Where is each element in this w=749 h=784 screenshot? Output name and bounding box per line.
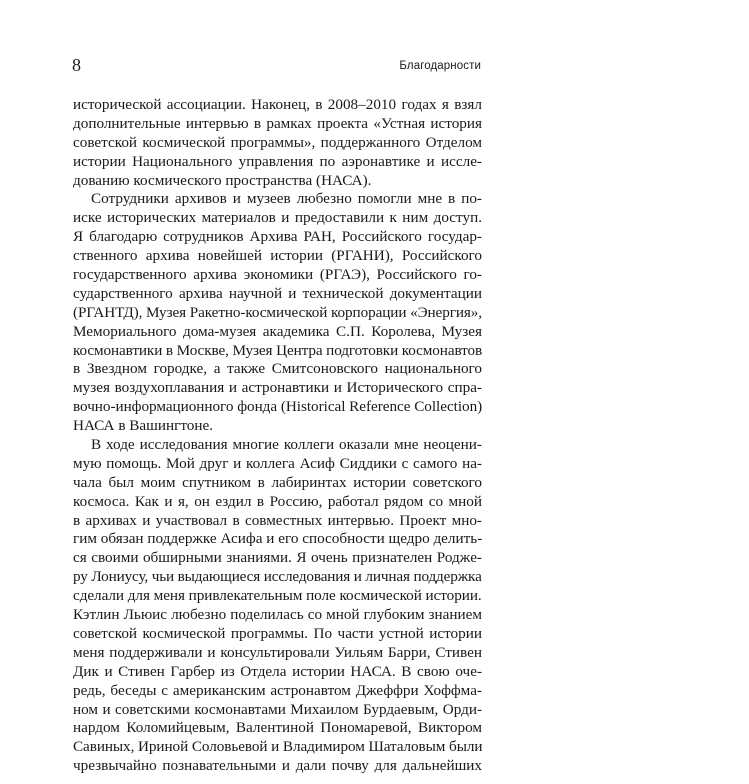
text-line: космонавтики в Москве, Музея Центра подготовки космонавтов xyxy=(73,341,483,359)
text-line: чрезвычайно познавательными и дали почву для дальнейших xyxy=(73,757,482,775)
text-line: сделали для меня привлекательным поле космической истории. xyxy=(73,587,482,605)
text-line: ру Лониусу, чьи выдающиеся исследования и личная поддержка xyxy=(73,568,482,586)
text-line: дованию космического пространства (НАСА). xyxy=(73,171,372,189)
text-line: нардом Коломийцевым, Валентиной Пономаревой, Виктором xyxy=(73,719,482,737)
text-line: вочно-информационного фонда (Historical Reference Collection) xyxy=(73,398,483,416)
text-line: космоса. Как и я, он ездил в Россию, работал рядом со мной xyxy=(73,492,482,510)
running-head: Благодарности xyxy=(399,60,481,72)
text-line: меня поддерживали и консультировали Уильям Барри, Стивен xyxy=(73,643,482,661)
text-line: чала был моим спутником в лабиринтах истории советского xyxy=(73,473,482,491)
text-line: советской космической программы», поддержанного Отделом xyxy=(73,133,482,151)
body-text xyxy=(73,96,482,776)
text-line: иске исторических материалов и предоставили к ним доступ. xyxy=(73,209,482,227)
text-line: музея воздухоплавания и астронавтики и Исторического спра- xyxy=(73,379,482,397)
text-line: в Звездном городке, а также Смитсоновского национального xyxy=(73,360,482,378)
text-line: редь, беседы с американским астронавтом Джеффри Хоффма- xyxy=(73,681,482,699)
text-line: гим обязан поддержке Асифа и его способности щедро делить- xyxy=(73,530,483,548)
text-line: (РГАНТД), Музея Ракетно-космической корпорации «Энергия», xyxy=(73,303,483,321)
text-line: В ходе исследования многие коллеги оказали мне неоцени- xyxy=(91,436,482,454)
text-line: Я благодарю сотрудников Архива РАН, Российского государ- xyxy=(73,228,482,246)
text-line: ся своими обширными знаниями. Я очень признателен Роджe- xyxy=(73,549,482,567)
text-line: ственного архива новейшей истории (РГАНИ), Российского xyxy=(73,247,482,265)
page-number: 8 xyxy=(72,55,81,75)
text-line: дополнительные интервью в рамках проекта «Устная история xyxy=(73,114,482,132)
text-line: ном и советскими космонавтами Михаилом Бурдаевым, Орди- xyxy=(73,700,482,718)
text-line: Савиных, Ириной Соловьевой и Владимиром Шаталовым были xyxy=(73,738,483,756)
text-line: Кэтлин Льюис любезно поделилась со мной глубоким знанием xyxy=(73,606,482,624)
text-line: Дик и Стивен Гарбер из Отдела истории НАСА. В свою оче- xyxy=(73,662,482,680)
text-line: Сотрудники архивов и музеев любезно помогли мне в по- xyxy=(91,190,482,208)
text-line: сударственного архива научной и технической документации xyxy=(73,284,482,302)
text-line: Мемориального дома-музея академика С.П. Королева, Музея xyxy=(73,322,482,340)
text-line: истории Национального управления по аэронавтике и иссле- xyxy=(73,152,482,170)
text-line: исторической ассоциации. Наконец, в 2008–2010 годах я взял xyxy=(73,96,482,113)
text-line: НАСА в Вашингтоне. xyxy=(73,417,214,435)
text-line: мую помощь. Мой друг и коллега Асиф Сиддики с самого на- xyxy=(73,454,482,472)
text-line: государственного архива экономики (РГАЭ), Российского го- xyxy=(73,266,482,284)
text-line: советской космической программы. По части устной истории xyxy=(73,624,482,642)
text-line: в архивах и участвовал в совместных интервью. Проект мно- xyxy=(73,511,482,529)
